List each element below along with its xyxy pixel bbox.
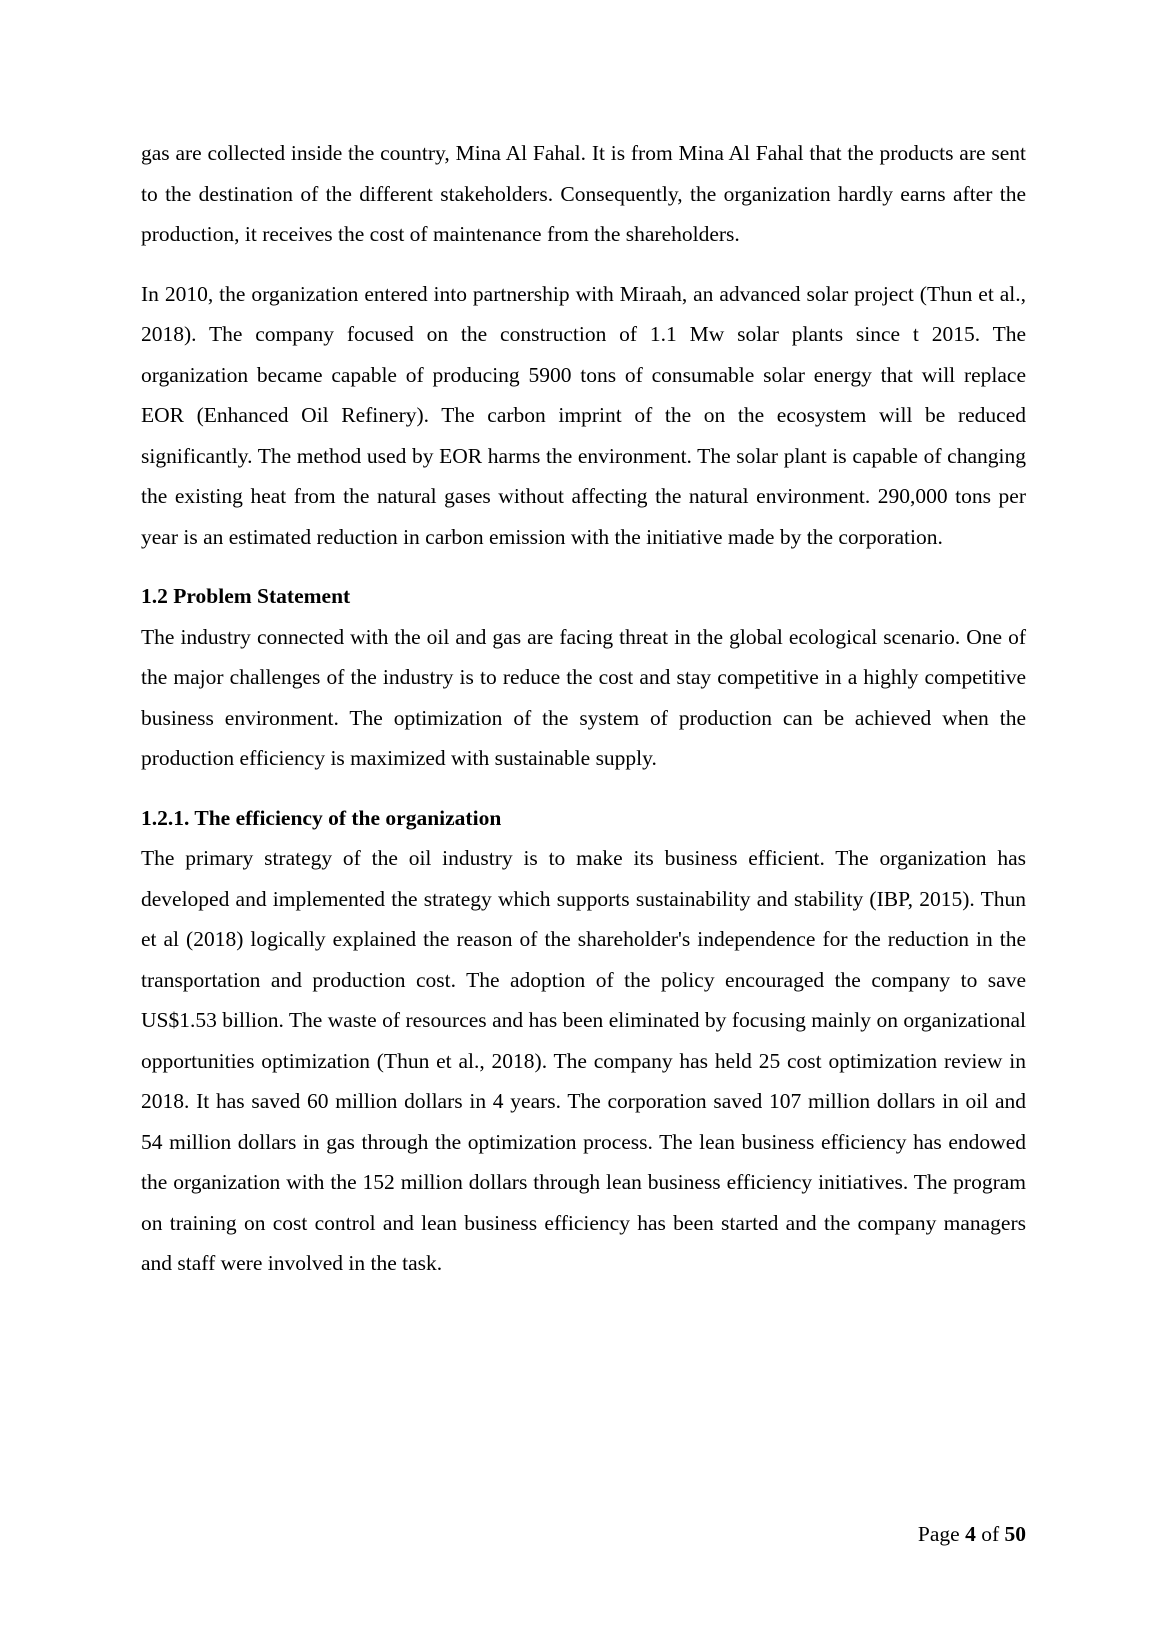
total-pages-number: 50 — [1004, 1522, 1026, 1546]
paragraph-problem-statement: The industry connected with the oil and gas are facing threat in the global ecological scenario. One of the major challenges of the industry is to reduce the cost and stay competitive in a highly competitive business environment. The optimization of the system of production can be achieved when the production efficiency is maximized with sustainable supply. — [141, 624, 1026, 770]
heading-problem-statement: 1.2 Problem Statement — [141, 584, 351, 608]
of-label: of — [981, 1522, 1000, 1546]
page-label: Page — [917, 1522, 960, 1546]
paragraph-continuation: gas are collected inside the country, Mina Al Fahal. It is from Mina Al Fahal that the products are sent to the destination of the different stakeholders. Consequently, the organization hardly earns after the production, it receives the cost of maintenance from the shareholders. — [141, 141, 1026, 246]
paragraph-miraah-partnership: In 2010, the organization entered into partnership with Miraah, an advanced solar project (Thun et al., 2018). The company focused on the construction of 1.1 Mw solar plants since t 2015. The organization became capable of producing 5900 tons of consumable solar energy that will replace EOR (Enhanced Oil Refinery). The carbon imprint of the on the ecosystem will be reduced significantly. The method used by EOR harms the environment. The solar plant is capable of changing the existing heat from the natural gases without affecting the natural environment. 290,000 tons per year is an estimated reduction in carbon emission with the initiative made by the corporation. — [141, 281, 1026, 549]
page-number-footer — [918, 1518, 1026, 1550]
current-page-number: 4 — [965, 1522, 976, 1546]
document-page — [141, 133, 1026, 1284]
paragraph-organization-efficiency: The primary strategy of the oil industry is to make its business efficient. The organization has developed and implemented the strategy which supports sustainability and stability (IBP, 2015). Thun et al (2018) logically explained the reason of the shareholder's independence for the reduction in the transportation and production cost. The adoption of the policy encouraged the company to save US$1.53 billion. The waste of resources and has been eliminated by focusing mainly on organizational opportunities optimization (Thun et al., 2018). The company has held 25 cost optimization review in 2018. It has saved 60 million dollars in 4 years. The corporation saved 107 million dollars in oil and 54 million dollars in gas through the optimization process. The lean business efficiency has endowed the organization with the 152 million dollars through lean business efficiency initiatives. The program on training on cost control and lean business efficiency has been started and the company managers and staff were involved in the task. — [141, 846, 1026, 1275]
heading-organization-efficiency: 1.2.1. The efficiency of the organization — [141, 805, 502, 830]
